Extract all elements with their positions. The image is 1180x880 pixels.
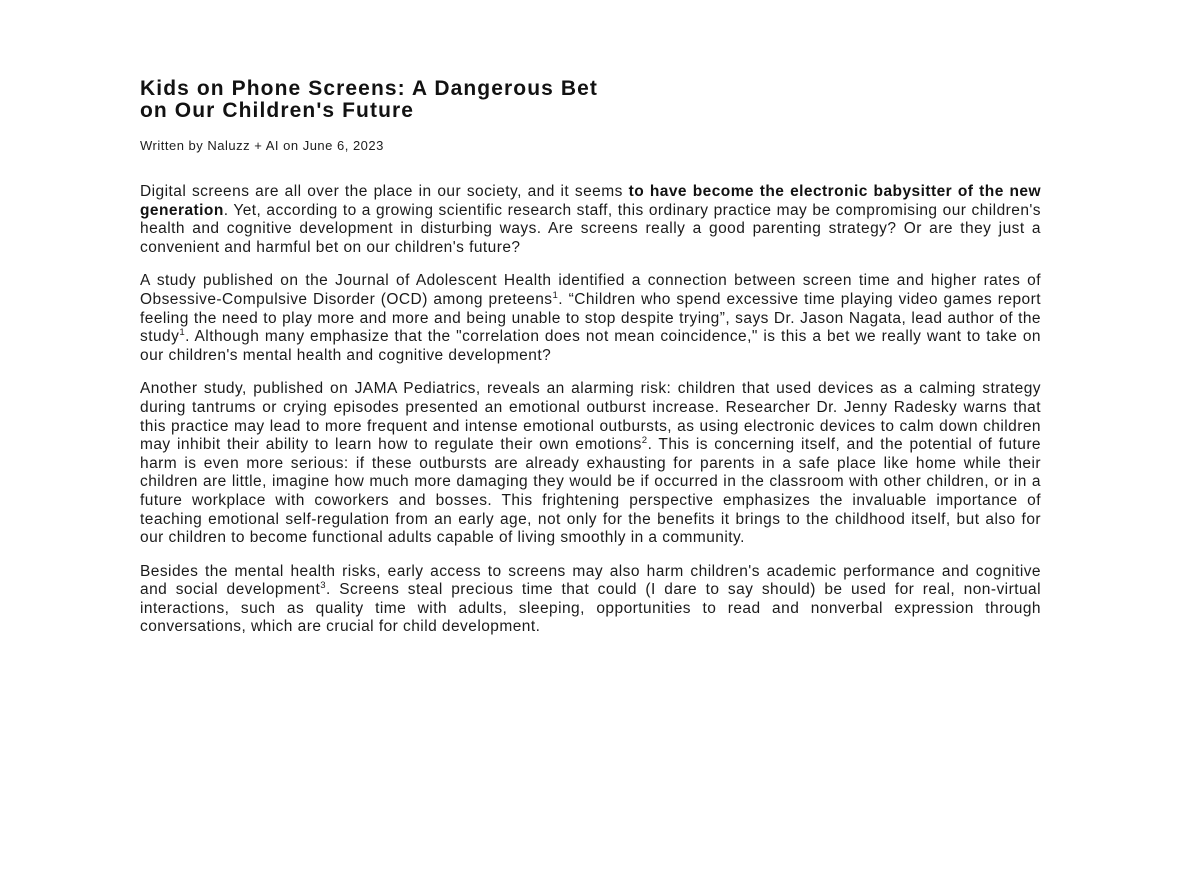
text-run: . Screens steal precious time that could (I dare to say should) be used for real, non-virtual interactions, such as quality time with adults, sleeping, opportunities to read and nonverbal expression through conversations, which are crucial for child development. — [140, 581, 1041, 636]
footnote-reference: 2 — [641, 434, 648, 446]
text-run: A study published on the Journal of Adolescent Health identified a connection between screen time and higher rates of Obsessive-Compulsive Disorder (OCD) among preteens — [140, 272, 1041, 308]
text-run: Another study, published on JAMA Pediatrics, reveals an alarming risk: children that used devices as a calming strategy during tantrums or crying episodes presented an emotional outburst increase. Researcher Dr. Jenny Radesky warns that this practice may lead to more frequent and intense emotional outbursts, as using electronic devices to calm down children may inhibit their ability to learn how to regulate their own emotions — [140, 380, 1041, 454]
article-body — [140, 183, 1041, 637]
article — [140, 78, 1041, 652]
article-title — [140, 78, 1041, 122]
footnote-reference: 1 — [552, 289, 559, 301]
title-line-1: Kids on Phone Screens: A Dangerous Bet — [140, 77, 598, 100]
footnote-reference: 3 — [320, 580, 327, 592]
article-byline: Written by Naluzz + AI on June 6, 2023 — [140, 138, 384, 153]
text-run: . Although many emphasize that the "correlation does not mean coincidence," is this a bet we really want to take on our children's mental health and cognitive development? — [140, 328, 1041, 364]
paragraph — [140, 563, 1041, 637]
text-run: Besides the mental health risks, early access to screens may also harm children's academic performance and cognitive and social development — [140, 562, 1041, 599]
footnote-reference: 1 — [179, 327, 186, 338]
text-run: . Yet, according to a growing scientific research staff, this ordinary practice may be compromising our children's health and cognitive development in disturbing ways. Are screens really a good parenting strategy? Or are they just a convenient and harmful bet on our children's future? — [140, 201, 1041, 256]
title-line-2: on Our Children's Future — [140, 99, 415, 122]
text-run: Digital screens are all over the place in our society, and it seems — [140, 183, 629, 200]
paragraph — [140, 272, 1041, 365]
text-run: . “Children who spend excessive time playing video games report feeling the need to play more and more and being unable to stop despite trying”, says Dr. Jason Nagata, lead author of the study — [140, 290, 1041, 346]
paragraph — [140, 380, 1041, 547]
paragraph — [140, 183, 1041, 257]
bold-text-run: to have become the electronic babysitter of the new generation — [140, 183, 1041, 219]
text-run: . This is concerning itself, and the potential of future harm is even more serious: if these outbursts are already exhausting for parents in a safe place like home while their children are little, imagine how much more damaging they would be if occurred in the classroom with other children, or in a future workplace with coworkers and bosses. This frightening perspective emphasizes the invaluable importance of teaching emotional self-regulation from an early age, not only for the benefits it brings to the childhood itself, but also for our children to become functional adults capable of living smoothly in a community. — [140, 436, 1041, 547]
